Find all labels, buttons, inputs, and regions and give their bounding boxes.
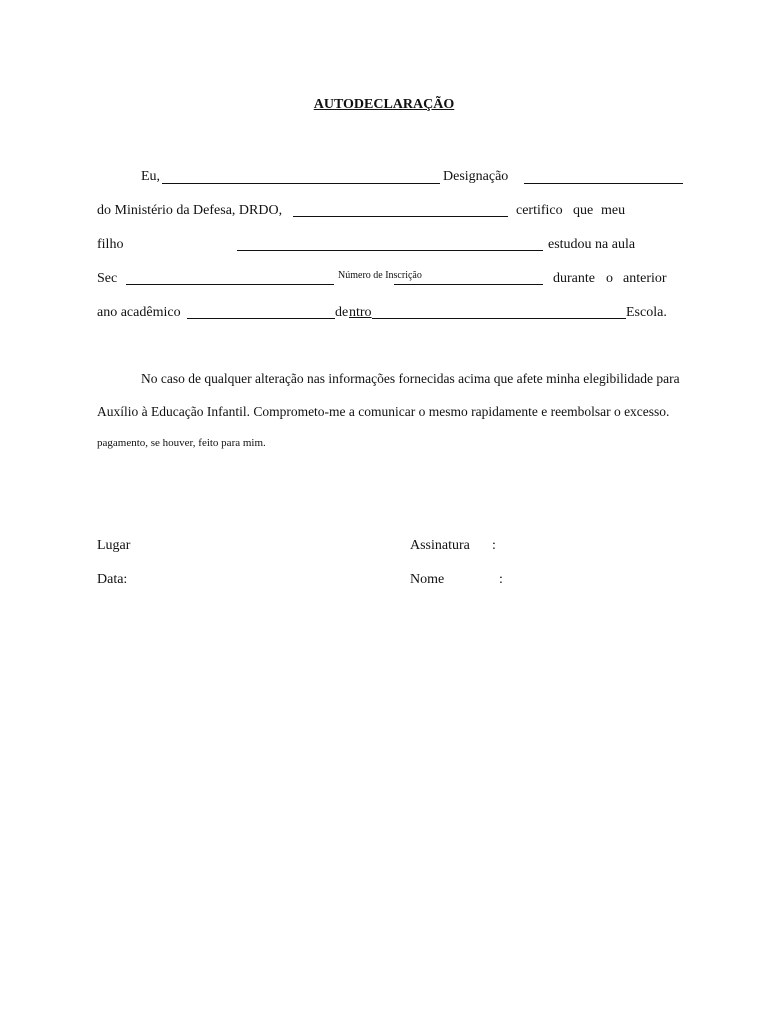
label-lugar: Lugar xyxy=(97,538,131,553)
text-que: que xyxy=(573,203,594,218)
text-ministerio: do Ministério da Defesa, DRDO, xyxy=(97,203,283,218)
text-filho: filho xyxy=(97,237,124,252)
text-eu: Eu, xyxy=(141,169,161,184)
text-meu: meu xyxy=(601,203,626,218)
blank-academic-year-line xyxy=(187,318,335,319)
label-assinatura: Assinatura xyxy=(410,538,470,553)
paragraph-line-1: No caso de qualquer alteração nas informações fornecidas acima que afete minha elegibilidade para xyxy=(141,371,680,386)
text-durante: durante xyxy=(553,271,595,286)
paragraph-line-2: Auxílio à Educação Infantil. Comprometo-me a comunicar o mesmo rapidamente e reembolsar o excesso. xyxy=(97,404,670,419)
paragraph-line-3: pagamento, se houver, feito para mim. xyxy=(97,437,266,449)
text-estudou: estudou na aula xyxy=(548,237,636,252)
text-ano-academico: ano acadêmico xyxy=(97,305,181,320)
text-certifico: certifico xyxy=(516,203,563,218)
blank-section-line xyxy=(126,284,334,285)
text-anterior: anterior xyxy=(623,271,667,286)
text-escola: Escola. xyxy=(626,305,667,320)
text-numero-inscricao: Número de Inscrição xyxy=(338,270,422,281)
text-sec: Sec xyxy=(97,271,118,286)
blank-organisation-line xyxy=(293,216,508,217)
blank-child-name-line xyxy=(237,250,543,251)
text-de: de xyxy=(335,305,349,320)
text-ntro: ntro xyxy=(349,305,372,320)
blank-school-line xyxy=(372,318,626,319)
label-data: Data: xyxy=(97,572,128,587)
label-nome: Nome xyxy=(410,572,445,587)
blank-designation-line xyxy=(524,183,683,184)
assinatura-colon: : xyxy=(492,538,496,553)
blank-name-line xyxy=(162,183,440,184)
text-o: o xyxy=(606,271,613,286)
nome-colon: : xyxy=(499,572,503,587)
document-title: AUTODECLARAÇÃO xyxy=(313,97,455,112)
blank-registration-line xyxy=(394,284,543,285)
text-designacao: Designação xyxy=(443,169,509,184)
